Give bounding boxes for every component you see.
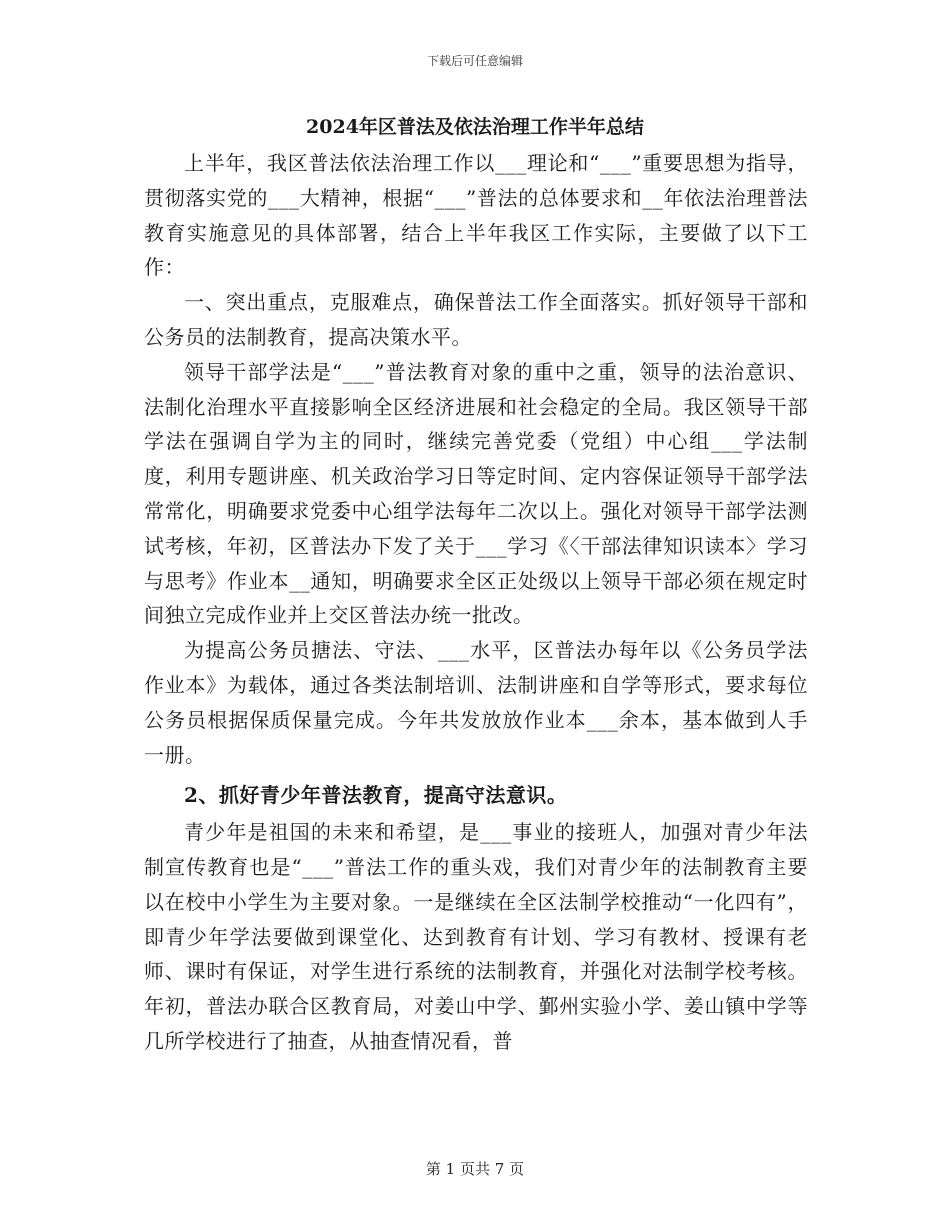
paragraph-section-one: 一、突出重点，克服难点，确保普法工作全面落实。抓好领导干部和公务员的法制教育，提高决策水平。	[144, 290, 808, 349]
header-note: 下载后可任意编辑	[426, 54, 523, 68]
paragraph-civil-servants: 为提高公务员搪法、守法、___水平，区普法办每年以《公务员学法作业本》为载体，通过各类法制培训、法制讲座和自学等形式，要求每位公务员根据保质保量完成。今年共发放放作业本___余本，基本做到人手一册。	[144, 638, 808, 767]
page-number: 第 1 页共 7 页	[425, 1160, 525, 1178]
page-title: 2024年区普法及依法治理工作半年总结	[306, 116, 644, 138]
section-heading-youth: 2、抓好青少年普法教育，提高守法意识。	[184, 783, 568, 808]
paragraph-youth-education: 青少年是祖国的未来和希望，是___事业的接班人，加强对青少年法制宣传教育也是“___”普法工作的重头戏，我们对青少年的法制教育主要以在校中小学生为主要对象。一是继续在全区法制学校推动“一化四有”，即青少年学法要做到课堂化、达到教育有计划、学习有教材、授课有老师、课时有保证，对学生进行系统的法制教育，并强化对法制学校考核。年初，普法办联合区教育局，对姜山中学、鄞州实验小学、姜山镇中学等几所学校进行了抽查，从抽查情况看，普	[144, 820, 808, 1053]
paragraph-intro: 上半年，我区普法依法治理工作以___理论和“___”重要思想为指导，贯彻落实党的___大精神，根据“___”普法的总体要求和__年依法治理普法教育实施意见的具体部署，结合上半年我区工作实际，主要做了以下工作：	[144, 151, 808, 280]
document-body	[144, 146, 808, 1059]
paragraph-leaders-study: 领导干部学法是“___”普法教育对象的重中之重，领导的法治意识、法制化治理水平直接影响全区经济进展和社会稳定的全局。我区领导干部学法在强调自学为主的同时，继续完善党委（党组）中心组___学法制度，利用专题讲座、机关政治学习日等定时间、定内容保证领导干部学法常常化，明确要求党委中心组学法每年二次以上。强化对领导干部学法测试考核，年初，区普法办下发了关于___学习《〈干部法律知识读本〉学习与思考》作业本__通知，明确要求全区正处级以上领导干部必须在规定时间独立完成作业并上交区普法办统一批改。	[144, 359, 808, 628]
